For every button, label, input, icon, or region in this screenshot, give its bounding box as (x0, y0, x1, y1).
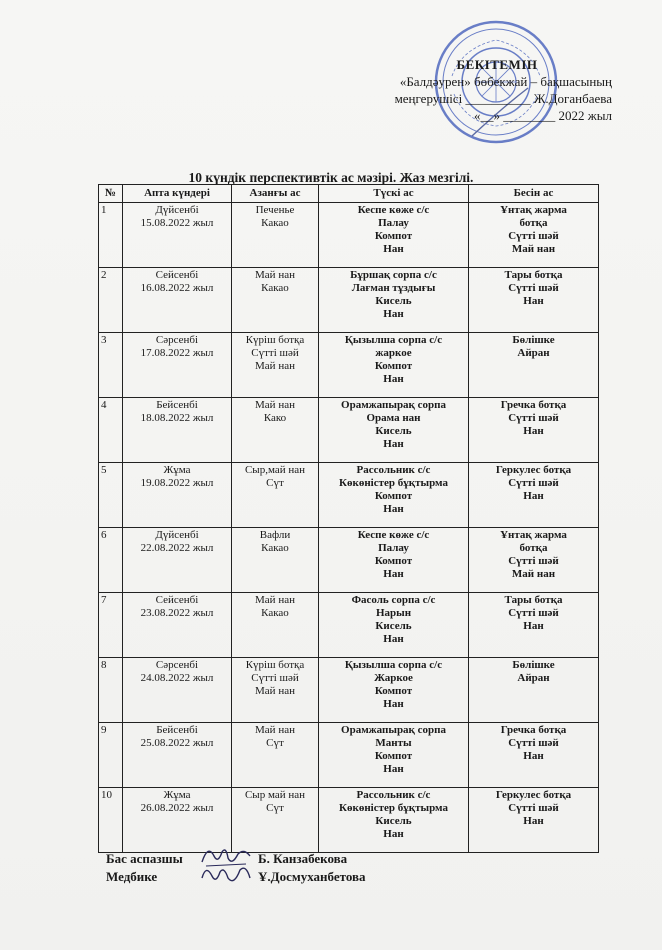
cell-text: Кисель (375, 815, 412, 827)
cell-text: Сүтті шәй (508, 607, 559, 619)
approval-block (342, 56, 612, 124)
breakfast-cell (232, 658, 319, 723)
weekday-cell (123, 203, 232, 268)
row-number: 4 (99, 398, 123, 463)
cell-text: Бейсенбі (156, 399, 198, 411)
header-weekday: Апта күндері (123, 185, 232, 203)
cell-text: Нан (383, 308, 404, 320)
cell-text: Нан (523, 620, 544, 632)
signature-row-nurse (106, 868, 506, 886)
breakfast-cell (232, 203, 319, 268)
cell-text: Сүтті шәй (508, 412, 559, 424)
table-row (99, 463, 599, 528)
cell-text: Нан (383, 503, 404, 515)
row-number: 6 (99, 528, 123, 593)
cell-text: Нарын (375, 607, 412, 619)
lunch-cell (319, 203, 469, 268)
cell-text: 23.08.2022 жыл (140, 607, 214, 619)
cell-text: Май нан (255, 399, 295, 411)
cell-text: Гречка ботқа (500, 399, 567, 411)
row-number: 8 (99, 658, 123, 723)
signature-row-chef (106, 850, 506, 868)
cell-text: Жұма (163, 789, 191, 801)
cell-text: Нан (383, 633, 404, 645)
breakfast-cell (232, 398, 319, 463)
cell-text: Орама нан (366, 412, 421, 424)
menu-table (98, 184, 599, 853)
cell-text: Кисель (375, 295, 412, 307)
cell-text: 18.08.2022 жыл (140, 412, 214, 424)
cell-text: Компот (374, 360, 413, 372)
cell-text: Нан (383, 243, 404, 255)
lunch-cell (319, 398, 469, 463)
cell-text: Кеспе көже с/с (357, 529, 430, 541)
breakfast-cell (232, 593, 319, 658)
lunch-cell (319, 333, 469, 398)
cell-text: Палау (378, 542, 409, 554)
cell-text: Айран (517, 347, 550, 359)
cell-text: Жұма (163, 464, 191, 476)
snack-cell (469, 463, 599, 528)
weekday-cell (123, 723, 232, 788)
table-body (99, 203, 599, 853)
breakfast-cell (232, 463, 319, 528)
snack-cell (469, 593, 599, 658)
cell-text: Сыр май нан (244, 789, 306, 801)
cell-text: Ұнтақ жарма (500, 204, 567, 216)
cell-text: Рассольник с/с (356, 789, 431, 801)
table-row (99, 658, 599, 723)
lunch-cell (319, 268, 469, 333)
weekday-cell (123, 398, 232, 463)
lunch-cell (319, 593, 469, 658)
header-snack: Бесін ас (469, 185, 599, 203)
cell-text: 15.08.2022 жыл (140, 217, 214, 229)
cell-text: Сүтті шәй (251, 347, 299, 359)
cell-text: Нан (523, 425, 544, 437)
snack-cell (469, 528, 599, 593)
cell-text: Май нан (511, 568, 556, 580)
cell-text: Палау (378, 217, 409, 229)
row-number: 1 (99, 203, 123, 268)
table-row (99, 203, 599, 268)
header-breakfast: Азанғы ас (232, 185, 319, 203)
cell-text: Гречка ботқа (500, 724, 567, 736)
cell-text: Айран (517, 672, 550, 684)
cell-text: Сүтті шәй (508, 477, 559, 489)
cell-text: Қызылша сорпа с/с (344, 334, 443, 346)
row-number: 9 (99, 723, 123, 788)
cell-text: Кеспе көже с/с (357, 204, 430, 216)
cell-text: жаркое (375, 347, 412, 359)
cell-text: Компот (374, 685, 413, 697)
weekday-cell (123, 333, 232, 398)
cell-text: Сүтті шәй (508, 802, 559, 814)
cell-text: Вафли (259, 529, 291, 541)
cell-text: Сүт (266, 802, 284, 814)
table-row (99, 528, 599, 593)
cell-text: 16.08.2022 жыл (140, 282, 214, 294)
cell-text: Кисель (375, 425, 412, 437)
cell-text: Манты (375, 737, 412, 749)
header-number: № (99, 185, 123, 203)
cell-text: Күріш ботқа (245, 659, 305, 671)
cell-text: Май нан (255, 360, 295, 372)
cell-text: Дүйсенбі (155, 204, 199, 216)
snack-cell (469, 398, 599, 463)
cell-text: Како (263, 412, 287, 424)
row-number: 2 (99, 268, 123, 333)
header-lunch: Түскі ас (319, 185, 469, 203)
document-title: 10 күндік перспективтік ас мәзірі. Жаз мезгілі. (188, 170, 474, 185)
cell-text: Сүтті шәй (251, 672, 299, 684)
breakfast-cell (232, 268, 319, 333)
cell-text: Нан (383, 438, 404, 450)
weekday-cell (123, 658, 232, 723)
cell-text: Фасоль сорпа с/с (351, 594, 436, 606)
cell-text: Көкөністер бұқтырма (339, 477, 448, 489)
cell-text: Кисель (375, 620, 412, 632)
cell-text: Май нан (511, 243, 556, 255)
table-row (99, 723, 599, 788)
cell-text: Нан (383, 763, 404, 775)
cell-text: Рассольник с/с (356, 464, 431, 476)
signature-name: Б. Канзабекова (258, 851, 348, 866)
breakfast-cell (232, 723, 319, 788)
cell-text: ботқа (519, 217, 548, 229)
table-row (99, 593, 599, 658)
weekday-cell (123, 593, 232, 658)
cell-text: Сыр,май нан (244, 464, 306, 476)
cell-text: Тары ботқа (504, 594, 563, 606)
cell-text: Сейсенбі (155, 594, 199, 606)
cell-text: Май нан (255, 724, 295, 736)
approval-title: БЕКІТЕМІН (456, 57, 538, 72)
cell-text: Нан (523, 750, 544, 762)
cell-text: Нан (523, 815, 544, 827)
cell-text: 17.08.2022 жыл (140, 347, 214, 359)
cell-text: Орамжапырақ сорпа (341, 724, 446, 736)
cell-text: Күріш ботқа (245, 334, 305, 346)
cell-text: Какао (261, 217, 289, 229)
approval-line-1: «Балдәурен» бөбекжай – бақшасының (399, 74, 612, 89)
cell-text: 22.08.2022 жыл (140, 542, 214, 554)
table-row (99, 398, 599, 463)
handwritten-signature-icon (198, 860, 254, 888)
lunch-cell (319, 528, 469, 593)
snack-cell (469, 788, 599, 853)
cell-text: Ұнтақ жарма (500, 529, 567, 541)
lunch-cell (319, 658, 469, 723)
cell-text: Сәрсенбі (155, 659, 199, 671)
table-header-row (99, 185, 599, 203)
snack-cell (469, 333, 599, 398)
cell-text: Май нан (255, 685, 295, 697)
cell-text: Жаркое (374, 672, 413, 684)
signature-name: Ұ.Досмуханбетова (258, 869, 366, 884)
cell-text: Какао (261, 542, 289, 554)
cell-text: Сүтті шәй (508, 230, 559, 242)
snack-cell (469, 203, 599, 268)
cell-text: Компот (374, 750, 413, 762)
cell-text: Лағман тұздығы (351, 282, 436, 294)
cell-text: Бөлішке (512, 659, 555, 671)
signature-block (106, 850, 506, 886)
cell-text: Печенье (255, 204, 295, 216)
cell-text: Нан (383, 568, 404, 580)
cell-text: Тары ботқа (504, 269, 563, 281)
table-row (99, 788, 599, 853)
cell-text: Сейсенбі (155, 269, 199, 281)
cell-text: Сүтті шәй (508, 737, 559, 749)
cell-text: Компот (374, 230, 413, 242)
cell-text: Көкөністер бұқтырма (339, 802, 448, 814)
weekday-cell (123, 268, 232, 333)
lunch-cell (319, 463, 469, 528)
cell-text: Сәрсенбі (155, 334, 199, 346)
cell-text: Геркулес ботқа (495, 464, 572, 476)
lunch-cell (319, 788, 469, 853)
cell-text: ботқа (519, 542, 548, 554)
snack-cell (469, 268, 599, 333)
cell-text: Сүтті шәй (508, 282, 559, 294)
breakfast-cell (232, 528, 319, 593)
row-number: 3 (99, 333, 123, 398)
cell-text: Нан (383, 828, 404, 840)
cell-text: Геркулес ботқа (495, 789, 572, 801)
cell-text: Май нан (255, 594, 295, 606)
cell-text: Нан (383, 698, 404, 710)
cell-text: Бейсенбі (156, 724, 198, 736)
cell-text: Нан (523, 295, 544, 307)
approval-line-3: «__» ________ 2022 жыл (474, 108, 612, 123)
cell-text: Какао (261, 607, 289, 619)
cell-text: Сүт (266, 477, 284, 489)
lunch-cell (319, 723, 469, 788)
cell-text: Орамжапырақ сорпа (341, 399, 446, 411)
cell-text: Бөлішке (512, 334, 555, 346)
cell-text: 19.08.2022 жыл (140, 477, 214, 489)
cell-text: 24.08.2022 жыл (140, 672, 214, 684)
cell-text: Дүйсенбі (155, 529, 199, 541)
cell-text: Сүт (266, 737, 284, 749)
cell-text: Нан (523, 490, 544, 502)
signature-role: Бас аспазшы (106, 851, 183, 866)
cell-text: Бұршақ сорпа с/с (350, 269, 437, 281)
cell-text: 25.08.2022 жыл (140, 737, 214, 749)
cell-text: 26.08.2022 жыл (140, 802, 214, 814)
row-number: 7 (99, 593, 123, 658)
snack-cell (469, 723, 599, 788)
cell-text: Нан (383, 373, 404, 385)
approval-line-2: меңгерушісі __________ Ж.Доганбаева (394, 91, 612, 106)
breakfast-cell (232, 333, 319, 398)
cell-text: Қызылша сорпа с/с (344, 659, 443, 671)
weekday-cell (123, 463, 232, 528)
cell-text: Май нан (255, 269, 295, 281)
table-row (99, 268, 599, 333)
cell-text: Компот (374, 555, 413, 567)
table-row (99, 333, 599, 398)
row-number: 10 (99, 788, 123, 853)
weekday-cell (123, 528, 232, 593)
cell-text: Сүтті шәй (508, 555, 559, 567)
snack-cell (469, 658, 599, 723)
cell-text: Какао (261, 282, 289, 294)
row-number: 5 (99, 463, 123, 528)
cell-text: Компот (374, 490, 413, 502)
signature-role: Медбике (106, 869, 158, 884)
